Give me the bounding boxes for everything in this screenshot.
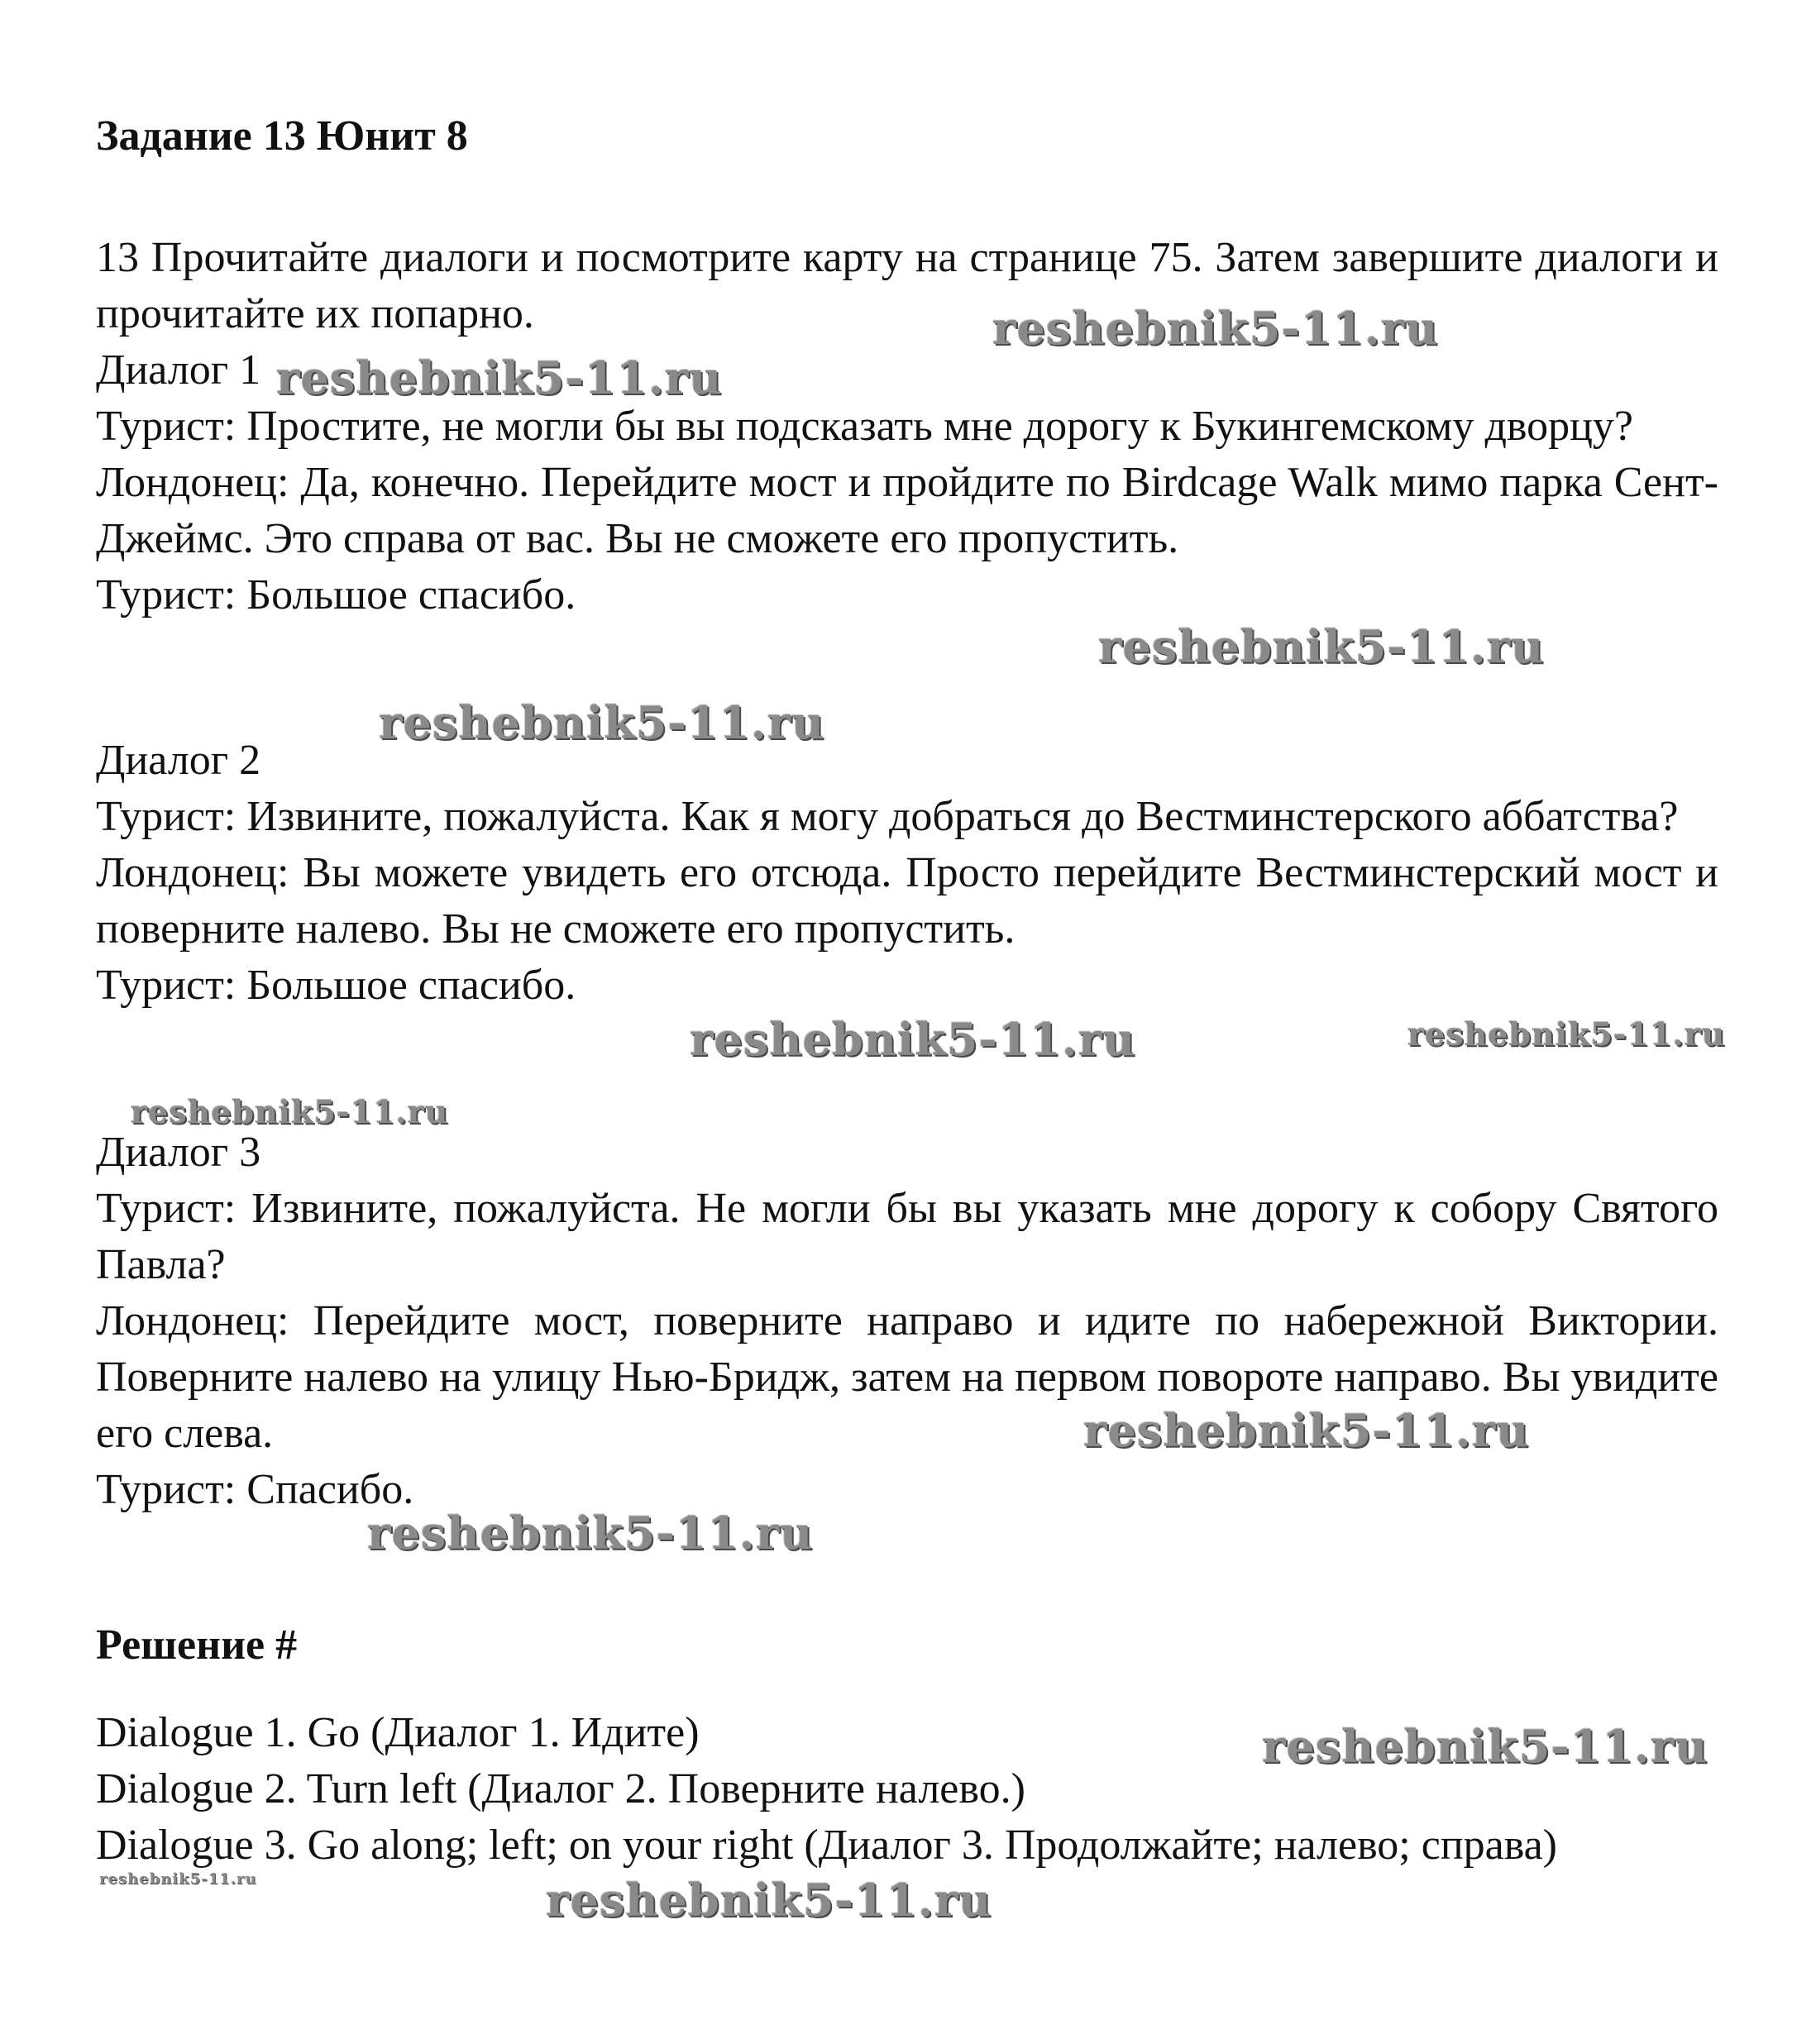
dialogue-line: Турист: Спасибо. xyxy=(96,1466,414,1513)
solution-title: Решение # xyxy=(96,1621,298,1669)
dialogue-line: Лондонец: Вы можете увидеть его отсюда. Просто перейдите Вестминстерский мост и поверните налево. Вы не сможете его пропустить. xyxy=(96,849,1718,953)
dialogue-heading: Диалог 1 xyxy=(96,346,261,394)
watermark: reshebnik5-11.ru xyxy=(99,1870,257,1888)
dialogue-line: Лондонец: Перейдите мост, поверните направо и идите по набережной Виктории. Поверните налево на улицу Нью-Бридж, затем на первом повороте направо. Вы увидите его слева. xyxy=(96,1297,1718,1457)
page-title: Задание 13 Юнит 8 xyxy=(96,112,468,160)
dialogue-3 xyxy=(96,1125,1718,1518)
watermark: reshebnik5-11.ru xyxy=(546,1874,992,1927)
watermark: reshebnik5-11.ru xyxy=(1262,1720,1708,1773)
watermark: reshebnik5-11.ru xyxy=(379,696,825,749)
dialogue-line: Турист: Большое спасибо. xyxy=(96,571,576,618)
watermark: reshebnik5-11.ru xyxy=(690,1013,1136,1066)
watermark: reshebnik5-11.ru xyxy=(367,1507,814,1559)
watermark: reshebnik5-11.ru xyxy=(276,351,723,404)
solution-line: Dialogue 2. Turn left (Диалог 2. Поверните налево.) xyxy=(96,1765,1025,1812)
watermark: reshebnik5-11.ru xyxy=(1407,1015,1726,1053)
watermark: reshebnik5-11.ru xyxy=(131,1093,449,1130)
dialogue-2 xyxy=(96,733,1718,1014)
solution-line: Dialogue 3. Go along; left; on your right (Диалог 3. Продолжайте; налево; справа) xyxy=(96,1822,1557,1869)
dialogue-line: Турист: Большое спасибо. xyxy=(96,962,576,1009)
task-intro-text: 13 Прочитайте диалоги и посмотрите карту на странице 75. Затем завершите диалоги и прочитайте их попарно. xyxy=(96,234,1718,337)
watermark: reshebnik5-11.ru xyxy=(1083,1404,1530,1457)
dialogue-heading: Диалог 2 xyxy=(96,737,261,784)
dialogue-line: Турист: Простите, не могли бы вы подсказать мне дорогу к Букингемскому дворцу? xyxy=(96,403,1633,450)
dialogue-line: Турист: Извините, пожалуйста. Как я могу добраться до Вестминстерского аббатства? xyxy=(96,793,1679,840)
solution-line: Dialogue 1. Go (Диалог 1. Идите) xyxy=(96,1709,700,1756)
watermark: reshebnik5-11.ru xyxy=(992,302,1439,355)
dialogue-line: Турист: Извините, пожалуйста. Не могли бы вы указать мне дорогу к собору Святого Павла? xyxy=(96,1185,1718,1288)
dialogue-heading: Диалог 3 xyxy=(96,1129,261,1176)
watermark: reshebnik5-11.ru xyxy=(1098,620,1545,673)
task-intro xyxy=(96,230,1718,342)
dialogue-line: Лондонец: Да, конечно. Перейдите мост и пройдите по Birdcage Walk мимо парка Сент-Джеймс. Это справа от вас. Вы не сможете его пропустить. xyxy=(96,459,1718,562)
